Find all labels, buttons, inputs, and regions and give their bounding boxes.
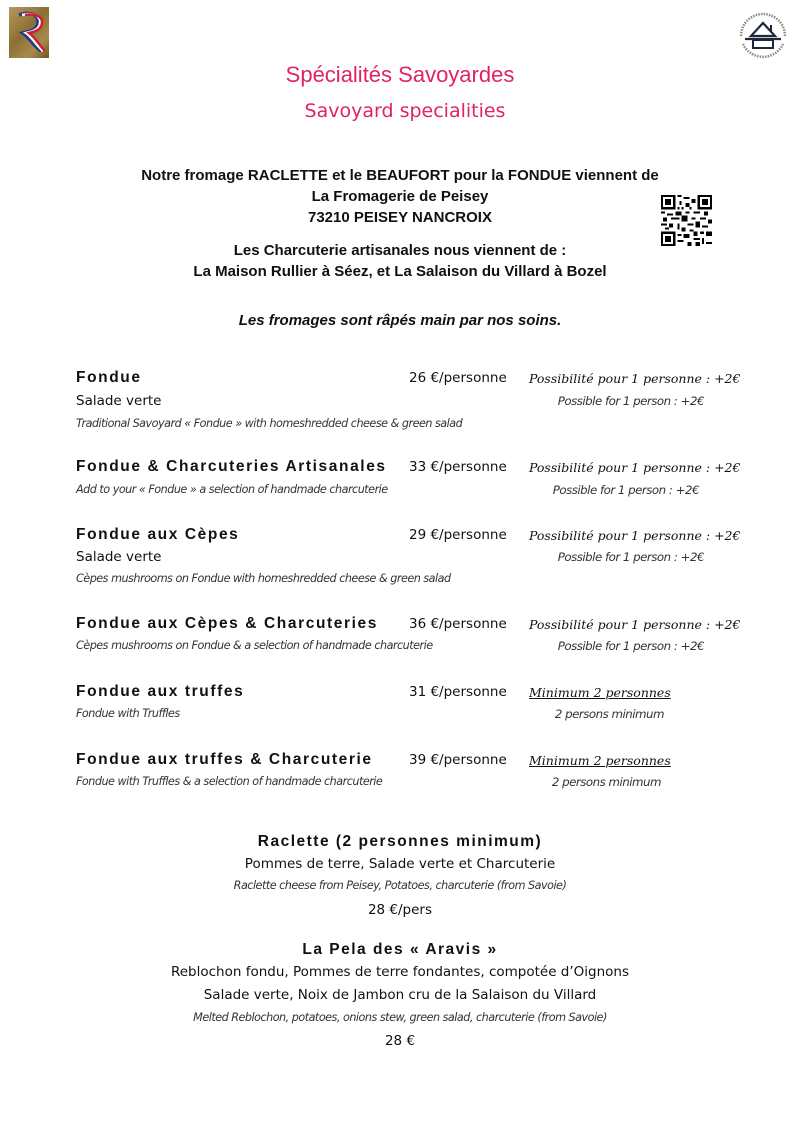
page-title-en: Savoyard specialities (304, 100, 506, 122)
item-description: Cèpes mushrooms on Fondue with homeshredded cheese & green salad (76, 572, 451, 585)
pela-price: 28 € (384, 1033, 416, 1049)
item-name: Fondue aux Cèpes & Charcuteries (76, 615, 378, 632)
item-note-en: 2 persons minimum (554, 707, 664, 721)
item-description: Traditional Savoyard « Fondue » with homeshredded cheese & green salad (76, 417, 463, 430)
charcuterie-origin-block (0, 240, 800, 282)
raclette-title: Raclette (2 personnes minimum) (257, 833, 543, 850)
intro-line: Les Charcuterie artisanales nous viennent de : (233, 242, 567, 259)
item-note-fr: Minimum 2 personnes (529, 685, 671, 700)
item-note-en: Possible for 1 person : +2€ (552, 483, 699, 497)
intro-line: Notre fromage RACLETTE et le BEAUFORT pour la FONDUE viennent de (141, 167, 659, 184)
r-logo-icon (9, 7, 49, 58)
item-price: 29 €/personne (409, 527, 507, 543)
item-note-fr: Possibilité pour 1 personne : +2€ (529, 460, 741, 475)
pela-title: La Pela des « Aravis » (302, 941, 498, 958)
item-note-fr: Possibilité pour 1 personne : +2€ (529, 528, 741, 543)
item-description: Fondue with Truffles (76, 707, 180, 720)
item-price: 39 €/personne (409, 752, 507, 768)
item-description: Cèpes mushrooms on Fondue & a selection of handmade charcuterie (76, 639, 433, 652)
item-note-en: Possible for 1 person : +2€ (557, 639, 704, 653)
raclette-line: Pommes de terre, Salade verte et Charcuterie (244, 856, 556, 872)
r-tricolor-logo (9, 7, 49, 58)
item-name: Fondue (76, 369, 142, 386)
house-icon (733, 8, 793, 64)
item-note-fr: Possibilité pour 1 personne : +2€ (529, 371, 741, 386)
item-note-fr: Possibilité pour 1 personne : +2€ (529, 617, 741, 632)
item-note-en: Possible for 1 person : +2€ (557, 394, 704, 408)
item-price: 36 €/personne (409, 616, 507, 632)
pela-line-1: Reblochon fondu, Pommes de terre fondantes, compotée d’Oignons (170, 964, 630, 980)
hand-grated-note: Les fromages sont râpés main par nos soins. (238, 312, 562, 329)
house-certification-logo (733, 8, 793, 64)
item-note-fr: Minimum 2 personnes (529, 753, 671, 768)
item-sub: Salade verte (76, 549, 162, 565)
item-name: Fondue & Charcuteries Artisanales (76, 458, 387, 475)
qr-code-icon (661, 195, 712, 246)
raclette-description: Raclette cheese from Peisey, Potatoes, charcuterie (from Savoie) (233, 879, 567, 892)
item-sub: Salade verte (76, 393, 162, 409)
raclette-price: 28 €/pers (367, 902, 433, 918)
item-description: Fondue with Truffles & a selection of handmade charcuterie (76, 775, 383, 788)
page-title-fr: Spécialités Savoyardes (285, 62, 515, 87)
pela-description: Melted Reblochon, potatoes, onions stew, green salad, charcuterie (from Savoie) (193, 1011, 607, 1024)
intro-line: 73210 PEISEY NANCROIX (308, 209, 492, 226)
item-price: 26 €/personne (409, 370, 507, 386)
item-price: 31 €/personne (409, 684, 507, 700)
item-name: Fondue aux truffes (76, 683, 245, 700)
item-price: 33 €/personne (409, 459, 507, 475)
item-name: Fondue aux truffes & Charcuterie (76, 751, 373, 768)
intro-line: La Fromagerie de Peisey (311, 188, 489, 205)
pela-line-2: Salade verte, Noix de Jambon cru de la Salaison du Villard (203, 987, 597, 1003)
item-name: Fondue aux Cèpes (76, 526, 240, 543)
item-note-en: 2 persons minimum (551, 775, 661, 789)
item-note-en: Possible for 1 person : +2€ (557, 550, 704, 564)
qr-code[interactable] (661, 195, 712, 246)
item-description: Add to your « Fondue » a selection of handmade charcuterie (76, 483, 388, 496)
intro-line: La Maison Rullier à Séez, et La Salaison du Villard à Bozel (193, 263, 607, 280)
